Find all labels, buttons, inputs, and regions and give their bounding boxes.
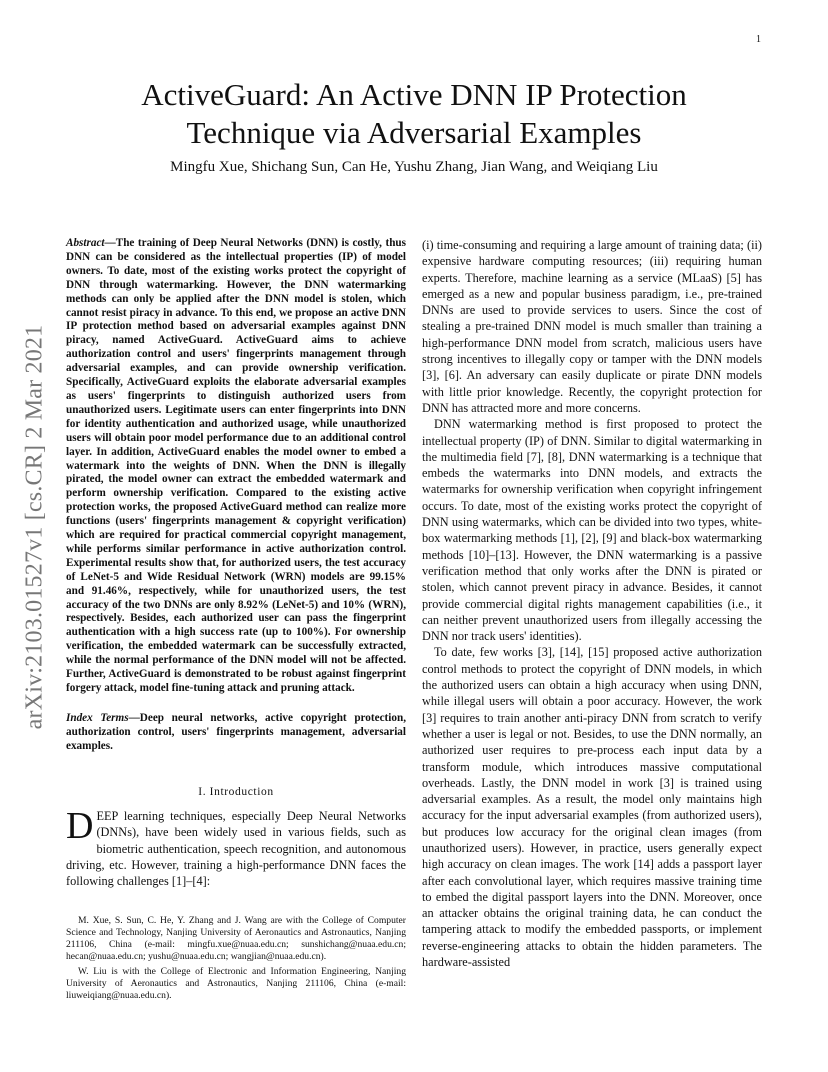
footnotes (66, 915, 406, 1005)
index-terms-lead: Index Terms (66, 711, 129, 724)
intro-paragraph-1-text: EEP learning techniques, especially Deep Neural Networks (DNNs), have been widely used in various fields, such as biometric authentication, speech recognition, and autonomous driving, etc. However, training a high-performance DNN faces the following challenges [1]–[4]: (66, 808, 406, 889)
abstract-lead: Abstract (66, 237, 105, 249)
author-list: Mingfu Xue, Shichang Sun, Can He, Yushu Zhang, Jian Wang, and Weiqiang Liu (170, 159, 658, 175)
title-line-1: ActiveGuard: An Active DNN IP Protection (141, 77, 687, 112)
left-column (66, 237, 406, 889)
arxiv-identifier[interactable]: arXiv:2103.01527v1 [cs.CR] 2 Mar 2021 (21, 324, 48, 730)
intro-paragraph-2: (i) time-consuming and requiring a large amount of training data; (ii) expensive hardware computing resources; (iii) requiring human experts. Therefore, machine learning as a service (MLaaS) [5] has emerged as a new and popular business paradigm, i.e., pre-trained DNNs are used to provide services to users. Since the cost of stealing a pre-trained DNN model is much smaller than training a high-performance DNN model from scratch, malicious users have strong incentives to illegally copy or tamper with the DNN models [3], [6]. An adversary can easily duplicate or pirate DNN models with little prior knowledge. Recently, the copyright protection for DNN has attracted more and more concerns. (422, 238, 762, 415)
intro-paragraph-4: To date, few works [3], [14], [15] proposed active authorization control methods to protect the copyright of DNN models, in which the authorized users can obtain a high accuracy when using DNN, while illegal users will obtain a poor accuracy. However, the work [3] requires to train another anti-piracy DNN from scratch to verify whether a user is legal or not. Besides, to use the DNN normally, an authorized user requires to pre-process each input data by a transform module, which introduces massive computational overheads. Lastly, the DNN model in work [3] is trained using adversarial examples. As a result, the model only maintains high accuracy for the input adversarial examples (from authorized users), but produces low accuracy for the original clean images (from unauthorized users). However, in practice, users generally expect high accuracy on clean images. The work [14] adds a passport layer after each convolutional layer, which requires massive training time to embed the digital passport layers into the DNN. Moreover, once an attacker obtains the original training data, he can conduct the tampering attack to modify the embedded passports, or implement reverse-engineering attacks to obtain the hidden parameters. The hardware-assisted (422, 645, 762, 970)
arxiv-sidebar (10, 292, 60, 762)
page-number: 1 (756, 34, 761, 45)
intro-paragraph-3: DNN watermarking method is first proposed to protect the intellectual property (IP) of DNN. Similar to digital watermarking in the multimedia field [7], [8], DNN watermarking is a technique that embeds the watermarks into DNN models, and extracts the watermarks for ownership verification when copyright infringement occurs. To date, most of the existing works protect the copyright of DNN using watermarks, which can be divided into two types, white-box watermarking methods [1], [2], [9] and black-box watermarking methods [10]–[13]. However, the DNN watermarking is a passive verification method that only works after the DNN is pirated or stolen, which cannot prevent piracy in advance. Besides, it cannot provide commercial digital rights management capabilities (i.e., it can neither prevent unauthorized users from illegally accessing the DNN nor track users' identities). (422, 417, 762, 644)
abstract-text: —The training of Deep Neural Networks (DNN) is costly, thus DNN can be considered as the intellectual properties (IP) of model owners. To date, most of the existing works protect the copyright of DNN through watermarking. However, the DNN watermarking methods can only be applied after the DNN model is stolen, which cannot resist piracy in advance. To this end, we propose an active DNN IP protection method based on adversarial examples against DNN piracy, named ActiveGuard. ActiveGuard aims to achieve authorization control and users' fingerprints management through adversarial examples, and can provide ownership verification. Specifically, ActiveGuard exploits the elaborate adversarial examples as users' fingerprints to distinguish authorized users from unauthorized users. Legitimate users can enter fingerprints into DNN for identity authentication and authorized usage, while unauthorized users will obtain poor model performance due to an additional control layer. In addition, ActiveGuard enables the model owner to embed a watermark into the weights of DNN. When the DNN is illegally pirated, the model owner can extract the embedded watermark and perform ownership verification. Compared to the existing active protection works, the proposed ActiveGuard method can realize more functions (users' fingerprints management & copyright verification) which are required for practical commercial copyright management, while performs similar performance in active authorization control. Experimental results show that, for authorized users, the test accuracy of LeNet-5 and Wide Residual Network (WRN) models are 99.15% and 91.46%, respectively, while for unauthorized users, the test accuracy of the two DNNs are only 8.92% (LeNet-5) and 10% (WRN), respectively. Besides, each authorized user can pass the fingerprint authentication with a high success rate (up to 100%). For ownership verification, the embedded watermark can be successfully extracted, while the normal performance of the DNN model will not be affected. Further, ActiveGuard is demonstrated to be robust against fingerprint forgery attack, model fine-tuning attack and pruning attack. (66, 237, 406, 694)
footnote-1: M. Xue, S. Sun, C. He, Y. Zhang and J. Wang are with the College of Computer Science and Technology, Nanjing University of Aeronautics and Astronautics, Nanjing 211106, China (e-mail: mingfu.xue@nuaa.edu.cn; sunshichang@nuaa.edu.cn; hecan@nuaa.edu.cn; yushu@nuaa.edu.cn; wangjian@nuaa.edu.cn). (66, 915, 406, 962)
intro-paragraph-1 (66, 804, 406, 889)
index-terms-text: —Deep neural networks, active copyright protection, authorization control, users' fingerprints management, adversarial examples. (66, 711, 406, 752)
right-column (422, 237, 762, 970)
drop-cap: D (66, 804, 94, 847)
index-terms (66, 712, 406, 754)
abstract (66, 237, 406, 696)
paper-title (0, 76, 828, 152)
title-line-2: Technique via Adversarial Examples (186, 115, 642, 150)
footnote-2: W. Liu is with the College of Electronic and Information Engineering, Nanjing University of Aeronautics and Astronautics, Nanjing 211106, China (e-mail: liuweiqiang@nuaa.edu.cn). (66, 966, 406, 1001)
section-heading: I. Introduction (198, 785, 274, 798)
